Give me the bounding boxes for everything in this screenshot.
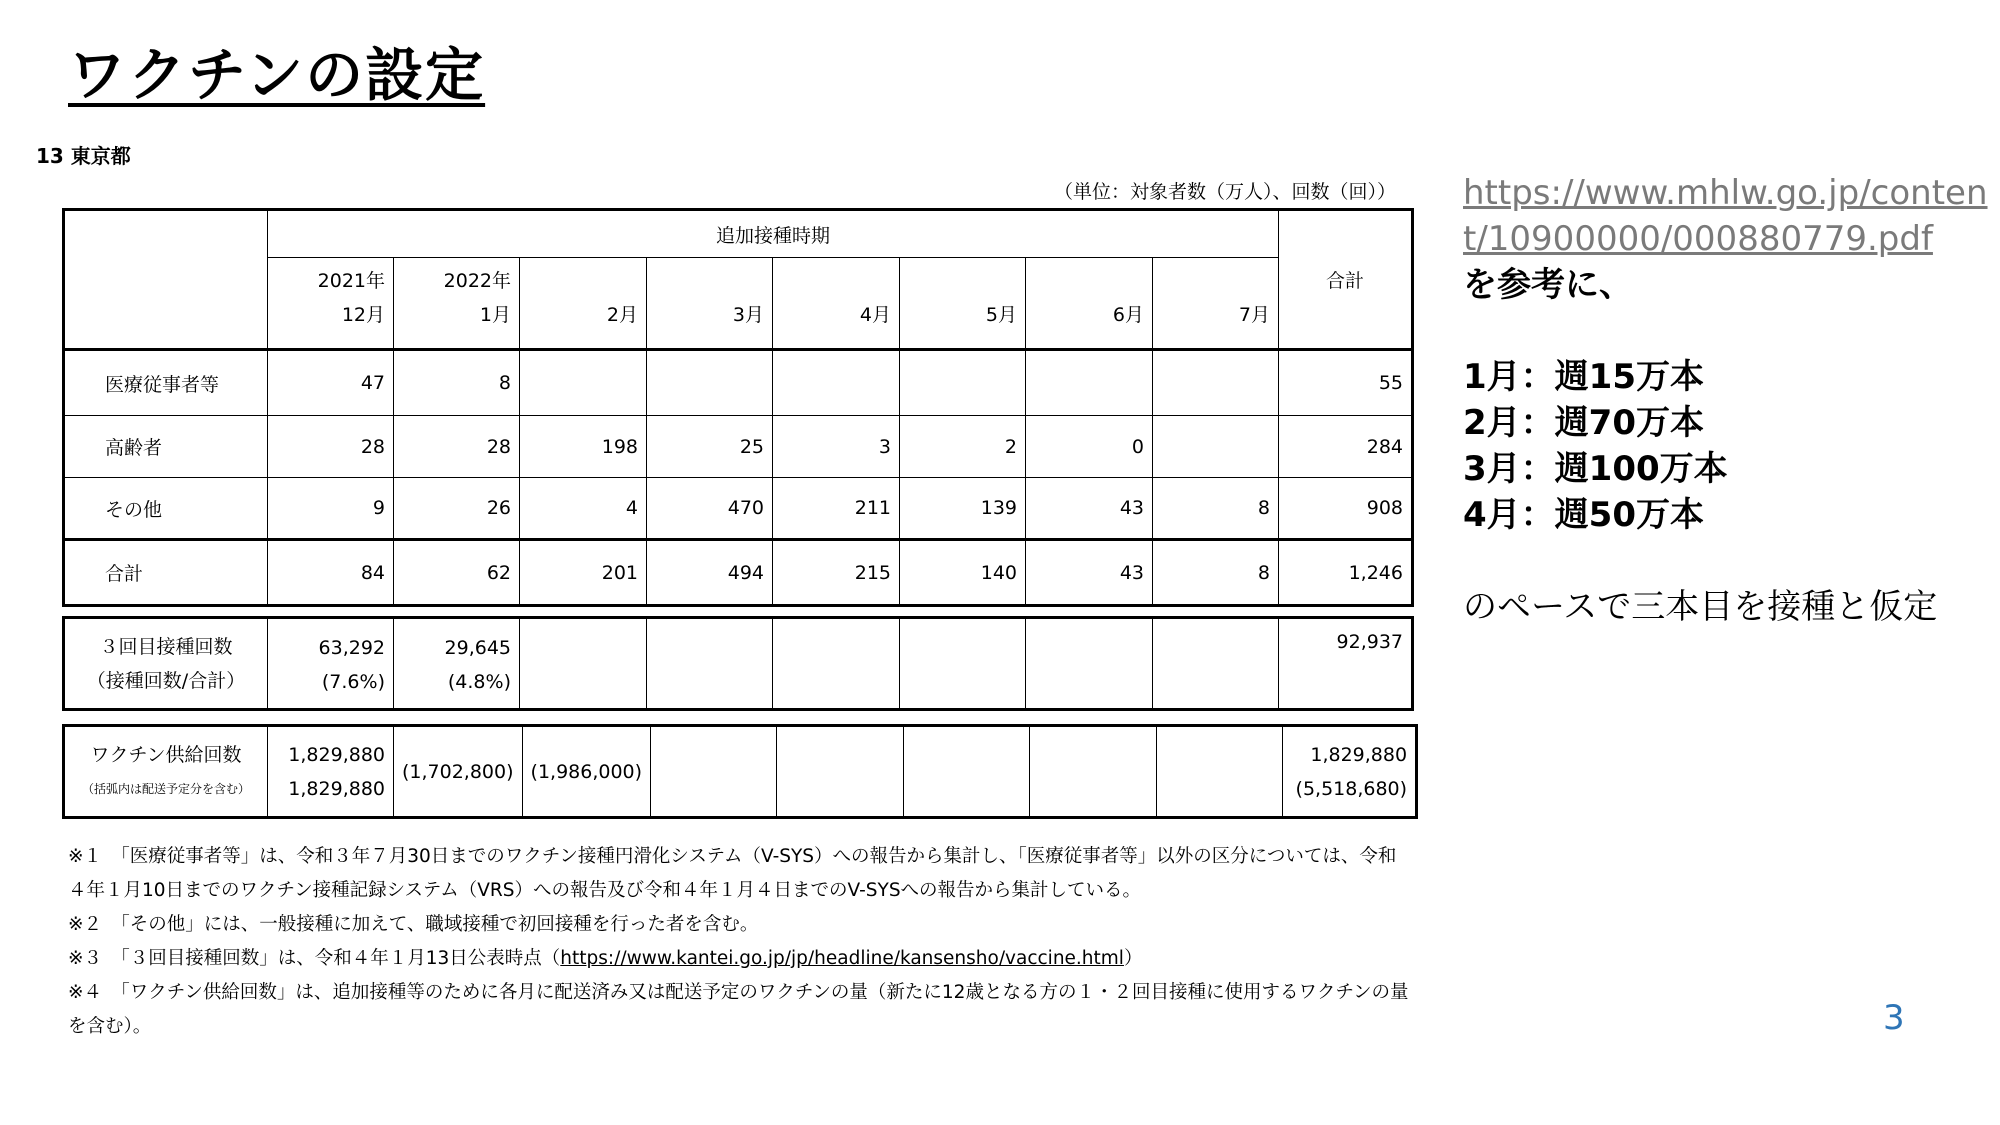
row-total: 1,246 xyxy=(1279,540,1413,606)
third-dose-row xyxy=(64,618,1413,710)
mhlw-link[interactable]: https://www.mhlw.go.jp/content/10900000/000880779.pdf xyxy=(1463,173,1988,259)
supply-cell xyxy=(1157,726,1283,818)
table-cell: 8 xyxy=(394,350,520,416)
third-dose-cell xyxy=(900,618,1026,710)
month-header-6: 6月 xyxy=(1026,258,1153,350)
table-cell: 3 xyxy=(773,416,900,478)
footnote-2: ※２ 「その他」には、一般接種に加えて、職域接種で初回接種を行った者を含む。 xyxy=(68,914,759,935)
table-cell xyxy=(520,350,647,416)
row-total: 55 xyxy=(1279,350,1413,416)
supply-cell: (1,702,800) xyxy=(394,726,523,818)
table-cell: 494 xyxy=(647,540,773,606)
third-dose-total: 92,937 xyxy=(1279,618,1413,710)
supply-total: 1,829,880 (5,518,680) xyxy=(1283,726,1417,818)
table-cell: 47 xyxy=(268,350,394,416)
third-dose-cell: 63,292 (7.6%) xyxy=(268,618,394,710)
footnotes xyxy=(68,840,1414,1044)
footnote-4: ※４ 「ワクチン供給回数」は、追加接種等のために各月に配送済み又は配送予定のワクチンの量（新たに12歳となる方の１・２回目接種に使用するワクチンの量を含む）。 xyxy=(68,982,1409,1037)
table-cell xyxy=(647,350,773,416)
row-label: 医療従事者等 xyxy=(64,350,268,416)
supply-cell xyxy=(777,726,904,818)
table-cell xyxy=(1153,350,1279,416)
table-cell: 9 xyxy=(268,478,394,540)
table-cell: 198 xyxy=(520,416,647,478)
side-notes xyxy=(1463,170,2000,630)
supply-cell: (1,986,000) xyxy=(522,726,651,818)
row-total: 284 xyxy=(1279,416,1413,478)
supply-cell xyxy=(1030,726,1157,818)
row-label: その他 xyxy=(64,478,268,540)
reference-text: を参考に、 xyxy=(1463,265,1633,305)
third-dose-cell xyxy=(647,618,773,710)
table-cell: 25 xyxy=(647,416,773,478)
slide-title: ワクチンの設定 xyxy=(68,41,486,109)
prefecture-label: 13 東京都 xyxy=(36,144,131,168)
table-cell: 139 xyxy=(900,478,1026,540)
table-cell xyxy=(1153,416,1279,478)
footnote-1: ※１ 「医療従事者等」は、令和３年７月30日までのワクチン接種円滑化システム（V-SYS）への報告から集計し、「医療従事者等」以外の区分については、令和４年１月10日までのワクチン接種記録システム（VRS）への報告及び令和４年１月４日までのV-SYSへの報告から集計している。 xyxy=(68,846,1397,901)
supply-cell xyxy=(651,726,777,818)
table-cell: 8 xyxy=(1153,540,1279,606)
corner-cell xyxy=(64,210,268,350)
month-header-5: 5月 xyxy=(900,258,1026,350)
vaccine-supply-row xyxy=(64,726,1417,818)
conclusion-text: のペースで三本目を接種と仮定 xyxy=(1463,587,1938,627)
month-header-3: 3月 xyxy=(647,258,773,350)
third-dose-cell xyxy=(520,618,647,710)
table-cell: 2 xyxy=(900,416,1026,478)
month-header-2: 2月 xyxy=(520,258,647,350)
table-row xyxy=(64,478,1413,540)
third-dose-table xyxy=(62,616,1414,711)
table-cell: 211 xyxy=(773,478,900,540)
table-row xyxy=(64,540,1413,606)
vaccination-schedule-table xyxy=(62,208,1414,607)
table-cell: 470 xyxy=(647,478,773,540)
third-dose-label: ３回目接種回数 （接種回数/合計） xyxy=(64,618,268,710)
table-cell: 28 xyxy=(268,416,394,478)
table-cell: 43 xyxy=(1026,540,1153,606)
vaccine-supply-table xyxy=(62,724,1418,819)
page-number: 3 xyxy=(1883,998,1905,1038)
table-cell: 26 xyxy=(394,478,520,540)
table-cell: 201 xyxy=(520,540,647,606)
total-header: 合計 xyxy=(1279,210,1413,350)
row-label: 合計 xyxy=(64,540,268,606)
table-cell: 62 xyxy=(394,540,520,606)
kantei-link[interactable]: https://www.kantei.go.jp/jp/headline/kansensho/vaccine.html xyxy=(560,948,1124,969)
third-dose-cell xyxy=(1153,618,1279,710)
footnote-3: ※３ 「３回目接種回数」は、令和４年１月13日公表時点（https://www.kantei.go.jp/jp/headline/kansensho/vaccine.html） xyxy=(68,948,1143,969)
table-cell: 4 xyxy=(520,478,647,540)
supply-cell xyxy=(904,726,1030,818)
table-row xyxy=(64,350,1413,416)
table-cell: 140 xyxy=(900,540,1026,606)
third-dose-cell xyxy=(1026,618,1153,710)
third-dose-cell xyxy=(773,618,900,710)
table-cell xyxy=(773,350,900,416)
row-label: 高齢者 xyxy=(64,416,268,478)
vaccine-supply-label: ワクチン供給回数 （括弧内は配送予定分を含む） xyxy=(64,726,268,818)
table-cell: 8 xyxy=(1153,478,1279,540)
table-cell xyxy=(1026,350,1153,416)
period-header: 追加接種時期 xyxy=(268,210,1279,258)
month-header-1: 2022年 1月 xyxy=(394,258,520,350)
plan-line-4: 4月：週50万本 xyxy=(1463,495,1704,535)
month-header-7: 7月 xyxy=(1153,258,1279,350)
table-cell: 43 xyxy=(1026,478,1153,540)
table-row xyxy=(64,416,1413,478)
plan-line-1: 1月：週15万本 xyxy=(1463,357,1704,397)
unit-note: （単位：対象者数（万人）、回数（回）） xyxy=(1053,181,1396,203)
supply-cell: 1,829,880 1,829,880 xyxy=(268,726,394,818)
table-cell: 84 xyxy=(268,540,394,606)
month-header-0: 2021年 12月 xyxy=(268,258,394,350)
table-cell: 0 xyxy=(1026,416,1153,478)
table-cell: 215 xyxy=(773,540,900,606)
table-cell xyxy=(900,350,1026,416)
plan-line-2: 2月：週70万本 xyxy=(1463,403,1704,443)
third-dose-cell: 29,645 (4.8%) xyxy=(394,618,520,710)
table-cell: 28 xyxy=(394,416,520,478)
plan-line-3: 3月：週100万本 xyxy=(1463,449,1728,489)
month-header-4: 4月 xyxy=(773,258,900,350)
row-total: 908 xyxy=(1279,478,1413,540)
